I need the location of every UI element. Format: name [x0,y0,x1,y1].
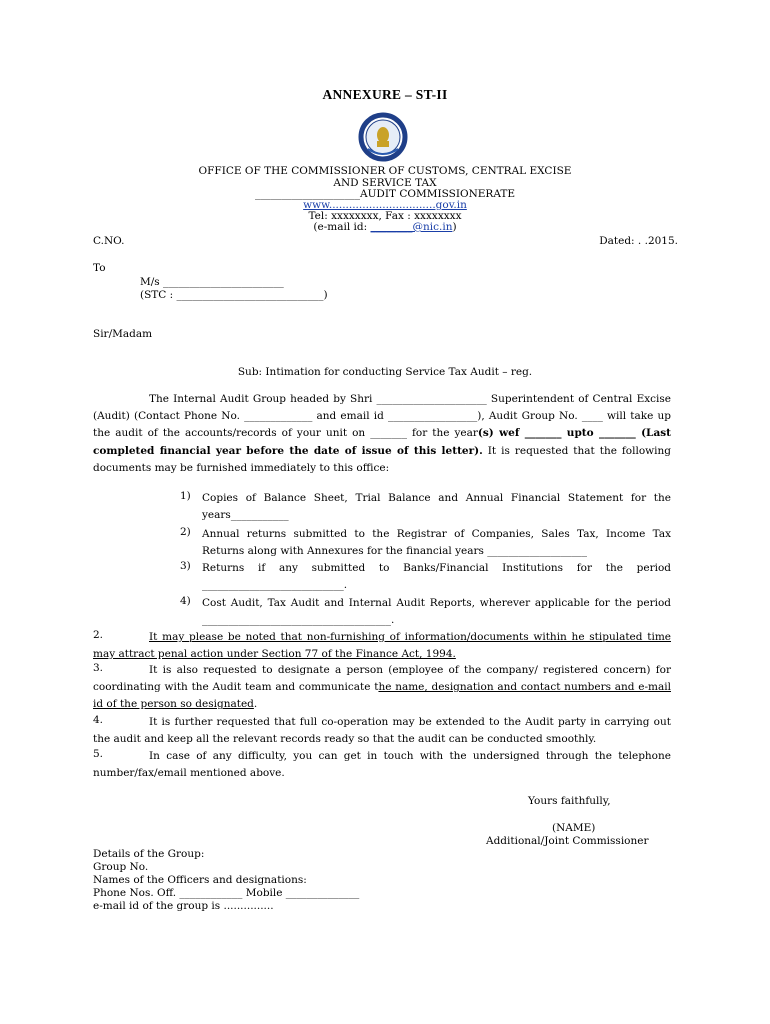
item-3-text: Returns if any submitted to Banks/Financial Institutions for the period ___________________________. [202,562,671,592]
paragraph-3-text-underlined: he name, designation and contact numbers and e-mail id of the person so designated [93,681,671,711]
paragraph-3-text-c: . [253,698,258,711]
email-suffix: ) [452,221,457,233]
addressee-ms: M/s _______________________ [140,276,284,288]
emblem-icon [358,111,408,165]
details-group-no: Group No. [93,861,149,873]
paragraph-1-text-bold: (s) wef _______ upto _______ (Last completed financial year before the date of issue of this letter). [93,427,672,457]
dated-label: Dated: . .2015. [599,235,678,247]
details-heading: Details of the Group: [93,848,205,860]
paragraph-5-number: 5. [93,748,104,760]
item-4-number: 4) [180,595,191,607]
item-4-text: Cost Audit, Tax Audit and Internal Audit Reports, wherever applicable for the period ____________________________________. [202,597,671,627]
item-2-text: Annual returns submitted to the Registrar of Companies, Sales Tax, Income Tax Returns along with Annexures for the financial years ___________________ [202,528,671,558]
paragraph-2-text: It may please be noted that non-furnishing of information/documents within he stipulated time may attract penal action under Section 77 of the Finance Act, 1994. [93,631,671,661]
item-2-number: 2) [180,526,191,538]
salutation: Sir/Madam [93,328,153,340]
paragraph-2-number: 2. [93,629,104,641]
email-line [0,221,770,233]
item-1-text: Copies of Balance Sheet, Trial Balance and Annual Financial Statement for the years___________ [202,492,671,522]
office-line-2: AND SERVICE TAX [333,177,437,189]
cno-label: C.NO. [93,235,125,247]
emblem-logo [358,111,408,165]
paragraph-3-number: 3. [93,662,104,674]
subject-line: Sub: Intimation for conducting Service Tax Audit – reg. [237,366,533,378]
details-phone: Phone Nos. Off. ____________ Mobile ______________ [93,887,360,899]
paragraph-1 [93,391,671,477]
page-title: ANNEXURE – ST-II [322,87,448,102]
paragraph-4-number: 4. [93,714,104,726]
paragraph-1-text-c: It is requested that the following documents may be furnished immediately to this office: [93,444,671,474]
details-officers: Names of the Officers and designations: [93,874,307,886]
to-label: To [93,262,106,274]
email-prefix: (e-mail id: [313,221,371,233]
item-3-number: 3) [180,560,191,572]
website-link[interactable]: www................................gov.in [303,199,467,211]
paragraph-4-text: It is further requested that full co-operation may be extended to the Audit party in carrying out the audit and keep all the relevant records ready so that the audit can be conducted smoothly. [93,716,671,746]
addressee-stc: (STC : ____________________________) [140,289,328,301]
details-email: e-mail id of the group is ............... [93,900,274,912]
closing-name: (NAME) [552,822,596,834]
closing-yours: Yours faithfully, [528,795,611,807]
paragraph-1-text-a: The Internal Audit Group headed by Shri _____________________ Superintendent of Central Excise (Audit) (Contact Phone No. _____________ and email id _________________), Audit Group No. ____ will take up the audit of the accounts/records of your unit on _______ for the year [93,393,671,440]
item-1-number: 1) [180,490,191,502]
email-link[interactable]: ________@nic.in [370,221,453,233]
office-line-1: OFFICE OF THE COMMISSIONER OF CUSTOMS, CENTRAL EXCISE [198,165,572,177]
paragraph-3 [93,662,671,714]
closing-designation: Additional/Joint Commissioner [486,835,649,847]
office-line-3: ____________________AUDIT COMMISSIONERATE [254,188,516,200]
tel-fax-line: Tel: xxxxxxxx, Fax : xxxxxxxx [308,210,462,222]
paragraph-5-text: In case of any difficulty, you can get in touch with the undersigned through the telephone number/fax/email mentioned above. [93,750,671,780]
paragraph-3-text-a: It is also requested to designate a person (employee of the company/ registered concern) for coordinating with the Audit team and communicate t [93,664,671,694]
